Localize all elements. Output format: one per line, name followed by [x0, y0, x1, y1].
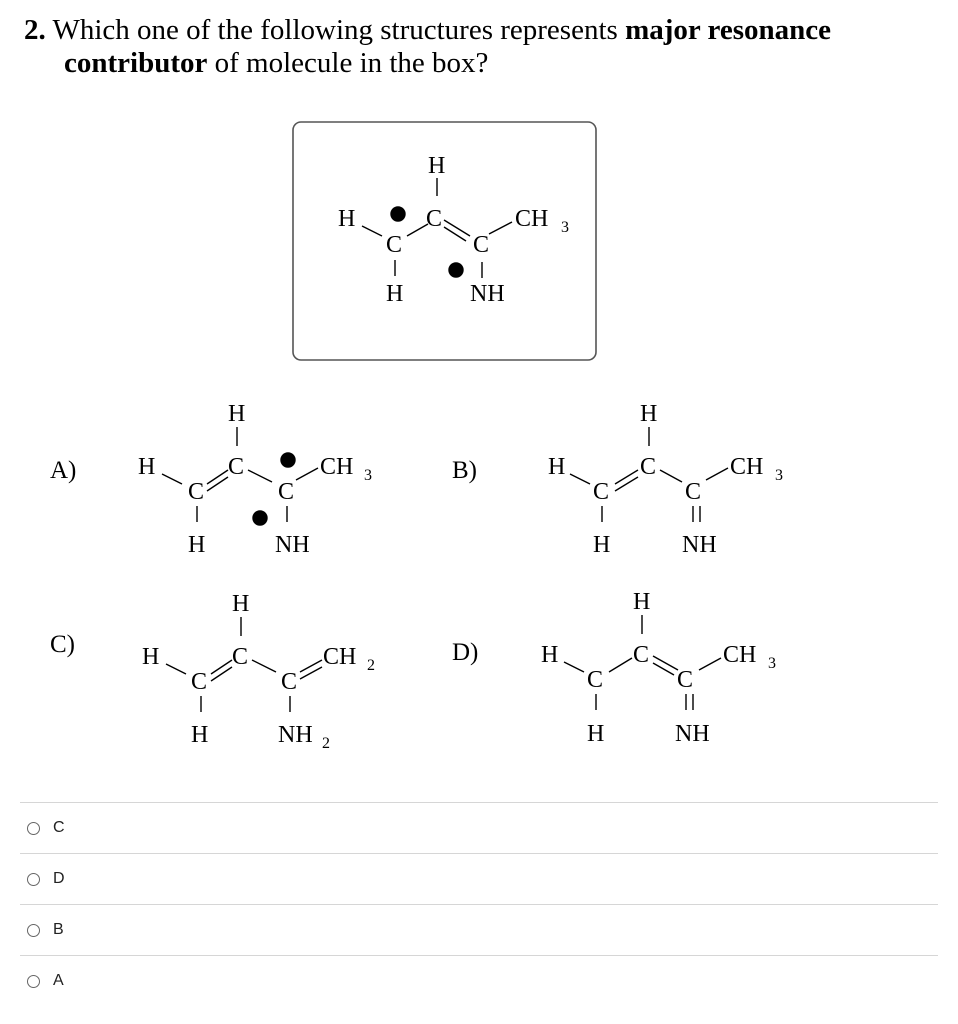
atom-subscript: 3: [364, 467, 372, 484]
atom-label: NH: [278, 722, 313, 748]
atom-label: H: [188, 532, 206, 558]
atom-label: CH: [723, 642, 757, 668]
radio-button[interactable]: [27, 822, 40, 835]
atom-label: H: [541, 642, 559, 668]
structure-c: [50, 591, 375, 752]
atom-label: CH: [730, 454, 764, 480]
atom-label: CH: [320, 454, 354, 480]
atom-subscript: 3: [775, 467, 783, 484]
answer-choices: [20, 802, 938, 1006]
option-label-c: C): [50, 631, 75, 658]
atom-label: H: [548, 454, 566, 480]
atom-label: C: [593, 479, 610, 505]
choice-c[interactable]: [20, 802, 938, 853]
atom-label: C: [386, 232, 403, 258]
choice-d[interactable]: [20, 853, 938, 904]
atom-label: H: [138, 454, 156, 480]
question-text-part1: Which one of the following structures represents: [45, 14, 626, 46]
atom-label: C: [677, 667, 694, 693]
question-bold-part1: major resonance: [625, 14, 831, 46]
option-label-d: D): [452, 639, 479, 666]
atom-subscript: 3: [561, 219, 569, 236]
structure-b: [452, 401, 783, 558]
atom-label: C: [587, 667, 604, 693]
radio-button[interactable]: [27, 873, 40, 886]
atom-label: NH: [675, 721, 710, 747]
atom-label: C: [191, 669, 208, 695]
atom-label: C: [232, 644, 249, 670]
atom-label: H: [587, 721, 605, 747]
question-text-part2: of molecule in the box?: [207, 47, 489, 79]
atom-label: C: [188, 479, 205, 505]
choice-b[interactable]: [20, 904, 938, 955]
atom-label: C: [281, 669, 298, 695]
choice-label: D: [53, 870, 65, 887]
structure-a: [50, 401, 372, 558]
choice-label: C: [53, 819, 65, 836]
atom-label: C: [228, 454, 245, 480]
atom-label: H: [386, 281, 404, 307]
atom-label: CH: [323, 644, 357, 670]
atom-subscript: 3: [768, 655, 776, 672]
atom-label: NH: [682, 532, 717, 558]
option-label-b: B): [452, 457, 477, 484]
choice-label: B: [53, 921, 64, 938]
radio-button[interactable]: [27, 924, 40, 937]
atom-label: H: [428, 153, 446, 179]
molecule-box-structure: [338, 153, 569, 307]
option-label-a: A): [50, 457, 77, 484]
atom-label: C: [633, 642, 650, 668]
atom-label: C: [685, 479, 702, 505]
atom-label: H: [191, 722, 209, 748]
atom-subscript: 2: [322, 735, 330, 752]
atom-label: C: [278, 479, 295, 505]
atom-label: C: [473, 232, 490, 258]
atom-label: C: [426, 206, 443, 232]
atom-label: CH: [515, 206, 549, 232]
atom-label: H: [228, 401, 246, 427]
atom-label: H: [232, 591, 250, 617]
atom-label: H: [640, 401, 658, 427]
question-number: 2.: [24, 14, 46, 46]
choice-a[interactable]: [20, 955, 938, 1006]
choice-label: A: [53, 972, 64, 989]
atom-label: H: [338, 206, 356, 232]
atom-label: H: [593, 532, 611, 558]
atom-label: NH: [470, 281, 505, 307]
structure-d: [452, 589, 776, 747]
radio-button[interactable]: [27, 975, 40, 988]
atom-label: H: [142, 644, 160, 670]
atom-label: NH: [275, 532, 310, 558]
atom-label: C: [640, 454, 657, 480]
atom-subscript: 2: [367, 657, 375, 674]
atom-label: H: [633, 589, 651, 615]
question-bold-part2: contributor: [64, 47, 208, 79]
